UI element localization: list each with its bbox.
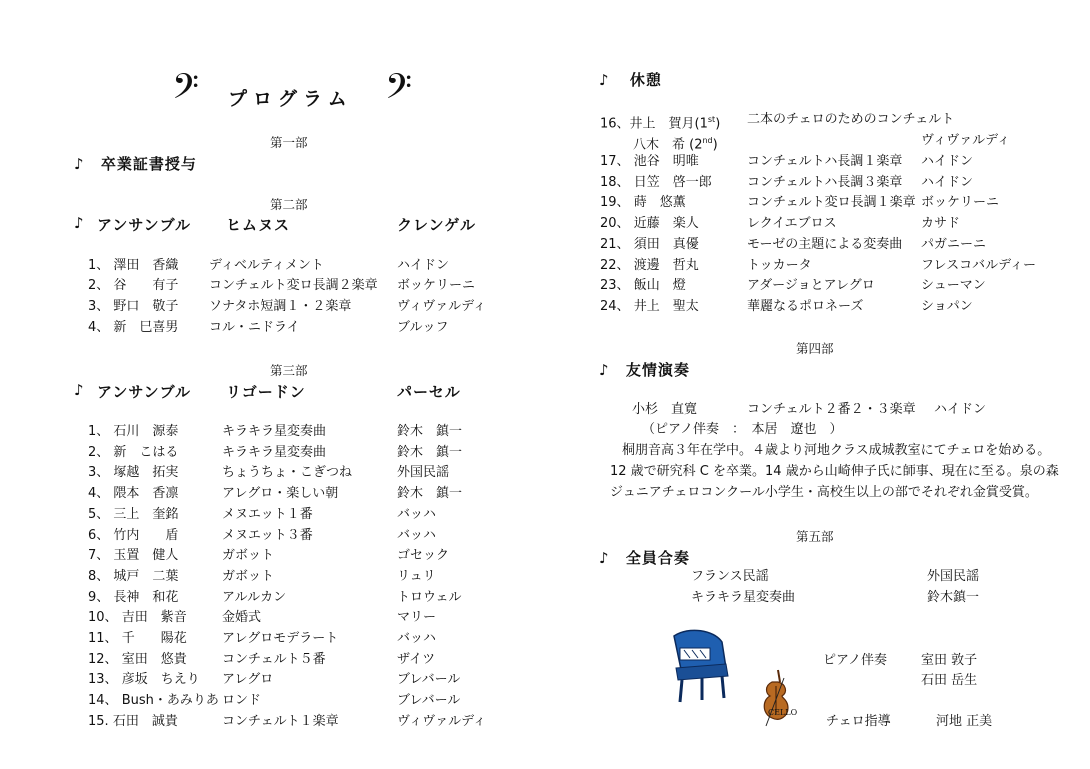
- credit-role-cello: チェロ指導: [826, 714, 891, 729]
- table-row-piece: ロンド: [222, 693, 262, 709]
- piano-illustration: [664, 628, 734, 708]
- music-note-icon: ♪: [74, 381, 85, 399]
- part3-header-ensemble: アンサンブル: [97, 383, 192, 401]
- table-row: 5、 三上 奎銘: [88, 506, 179, 522]
- table-row-composer: シューマン: [921, 278, 986, 294]
- part3-heading: [74, 381, 85, 399]
- tutti-piece-2: キラキラ星変奏曲: [691, 590, 796, 605]
- duet-composer: ヴィヴァルディ: [921, 133, 1011, 148]
- table-row-piece: ちょうちょ・こぎつね: [222, 465, 353, 481]
- table-row-piece: メヌエット１番: [222, 506, 313, 522]
- tutti-piece-1: フランス民謡: [691, 569, 769, 584]
- table-row: 10、 吉田 紫音: [88, 610, 187, 626]
- table-row-piece: キラキラ星変奏曲: [222, 444, 327, 460]
- bass-clef-icon: 𝄢: [385, 66, 413, 115]
- table-row-composer: 鈴木 鎮一: [397, 444, 463, 460]
- table-row: 13、 彦坂 ちえり: [88, 672, 200, 688]
- guest-performer: 小杉 直寛: [632, 402, 698, 417]
- table-row-piece: トッカータ: [747, 257, 812, 273]
- table-row-piece: アレグロ・楽しい朝: [222, 486, 339, 502]
- credit-name-cello: 河地 正美: [936, 714, 993, 729]
- table-row: 1、 澤田 香織: [88, 258, 179, 273]
- part1-label: 第一部: [270, 135, 308, 150]
- table-row-piece: ガボット: [222, 568, 275, 584]
- table-row-piece: レクイエブロス: [747, 216, 837, 232]
- table-row-piece: コンチェルトハ長調３楽章: [747, 174, 903, 190]
- part2-heading: [74, 214, 85, 232]
- cello-label: CELLO: [768, 708, 798, 717]
- table-row-piece: キラキラ星変奏曲: [222, 424, 327, 439]
- guest-composer: ハイドン: [934, 402, 987, 417]
- table-row: 18、 日笠 啓一郎: [600, 174, 712, 190]
- table-row-composer: ハイドン: [921, 174, 974, 190]
- table-row-composer: 外国民謡: [397, 465, 450, 481]
- table-row: 7、 玉置 健人: [88, 548, 179, 564]
- music-note-icon: ♪: [599, 549, 610, 567]
- table-row-composer: パガニーニ: [921, 236, 987, 252]
- table-row-piece: アレグロモデラート: [222, 631, 339, 646]
- tutti-composer-1: 外国民謡: [927, 569, 980, 584]
- table-row: 4、 隈本 香凛: [88, 486, 179, 502]
- credit-name-piano-2: 石田 岳生: [921, 673, 978, 688]
- cello-illustration: [752, 668, 800, 730]
- table-row: 3、 野口 敬子: [88, 299, 179, 314]
- music-note-icon: ♪: [599, 361, 610, 379]
- table-row: 17、 池谷 明唯: [600, 154, 699, 169]
- duet-row-2: 八木 希 (2nd): [633, 136, 718, 153]
- bass-clef-icon: 𝄢: [172, 66, 200, 115]
- music-note-icon: ♪: [74, 214, 85, 232]
- guest-accompanist: （ピアノ伴奏 ： 本居 遼也 ）: [642, 422, 843, 437]
- table-row: 11、 千 陽花: [88, 631, 187, 646]
- table-row-piece: ディベルティメント: [209, 258, 324, 273]
- table-row-composer: カサド: [921, 216, 961, 232]
- part5-heading: ♪ 全員合奏: [599, 549, 690, 567]
- table-row-piece: コンチェルトハ長調１楽章: [747, 154, 903, 169]
- table-row-composer: ブレバール: [397, 672, 461, 688]
- part4-heading: ♪ 友情演奏: [599, 361, 690, 379]
- table-row-piece: ソナタホ短調１・２楽章: [209, 299, 352, 314]
- table-row: 24、 井上 聖太: [600, 298, 699, 314]
- table-row: 19、 蒔 悠薫: [600, 195, 686, 211]
- table-row-composer: ハイドン: [397, 258, 450, 273]
- table-row: 21、 須田 真優: [600, 236, 699, 252]
- part2-header-piece: ヒムヌス: [226, 216, 291, 234]
- guest-bio-line-3: ジュニアチェロコンクール小学生・高校生以上の部でそれぞれ金賞受賞。: [610, 485, 1038, 500]
- table-row-piece: アダージョとアレグロ: [747, 278, 875, 294]
- table-row-piece: 金婚式: [222, 610, 262, 626]
- table-row: 2、 新 こはる: [88, 444, 179, 460]
- guest-bio-line-1: 桐朋音高３年在学中。４歳より河地クラス成城教室にてチェロを始める。: [622, 443, 1051, 458]
- table-row: 15. 石田 誠貴: [88, 713, 178, 729]
- table-row-composer: バッハ: [397, 527, 437, 543]
- table-row-composer: フレスコバルディー: [921, 257, 1037, 273]
- part2-header-ensemble: アンサンブル: [97, 216, 192, 234]
- part4-label: 第四部: [796, 341, 834, 356]
- table-row: 23、 飯山 燈: [600, 278, 686, 294]
- table-row-piece: メヌエット３番: [222, 527, 313, 543]
- part3-header-piece: リゴードン: [226, 383, 306, 401]
- table-row-composer: ボッケリーニ: [921, 195, 1000, 211]
- page-title: プログラム: [228, 88, 353, 110]
- part1-heading: ♪ 卒業証書授与: [74, 155, 197, 173]
- tutti-composer-2: 鈴木鎮一: [927, 590, 980, 605]
- part2-label: 第二部: [270, 197, 308, 212]
- table-row-piece: 華麗なるポロネーズ: [747, 298, 864, 314]
- table-row-composer: リュリ: [397, 568, 436, 584]
- part3-label: 第三部: [270, 363, 308, 378]
- table-row-composer: トロウェル: [397, 589, 462, 605]
- table-row-piece: アレグロ: [222, 672, 274, 688]
- table-row-composer: ヴィヴァルディ: [397, 299, 487, 314]
- guest-bio-line-2: 12 歳で研究科 C を卒業。14 歳から山崎伸子氏に師事、現在に至る。泉の森: [610, 464, 1059, 479]
- music-note-icon: ♪: [599, 71, 610, 89]
- table-row-composer: ブルッフ: [397, 320, 449, 335]
- guest-piece: コンチェルト２番２・３楽章: [747, 402, 916, 417]
- table-row: 22、 渡邊 哲丸: [600, 257, 699, 273]
- duet-piece: 二本のチェロのためのコンチェルト: [747, 112, 955, 127]
- table-row-composer: ハイドン: [921, 154, 974, 169]
- part3-header-composer: パーセル: [397, 383, 461, 401]
- table-row-composer: 鈴木 鎮一: [397, 424, 463, 439]
- table-row: 1、 石川 源泰: [88, 424, 179, 439]
- part5-label: 第五部: [796, 529, 834, 544]
- part2-header-composer: クレンゲル: [397, 216, 477, 234]
- duet-row: 16、井上 賀月(1st): [600, 115, 721, 132]
- table-row: 6、 竹内 盾: [88, 527, 179, 543]
- table-row-piece: コンチェルト５番: [222, 651, 326, 667]
- table-row: 14、 Bush・あみりあ: [88, 693, 219, 709]
- table-row-composer: ザイツ: [397, 651, 436, 667]
- music-note-icon: ♪: [74, 155, 85, 173]
- table-row: 4、 新 巳喜男: [88, 320, 179, 335]
- table-row-composer: ゴセック: [397, 548, 450, 564]
- table-row-piece: ガボット: [222, 548, 275, 564]
- table-row: 12、 室田 悠貴: [88, 651, 187, 667]
- credit-name-piano-1: 室田 敦子: [921, 653, 978, 668]
- table-row-composer: 鈴木 鎮一: [397, 486, 463, 502]
- table-row-composer: ブレバール: [397, 693, 461, 709]
- table-row-piece: コンチェルト１楽章: [222, 713, 339, 729]
- intermission-heading: ♪ 休憩: [599, 71, 662, 89]
- table-row-piece: アルルカン: [222, 589, 287, 605]
- credit-role-piano: ピアノ伴奏: [823, 653, 887, 668]
- table-row-piece: モーゼの主題による変奏曲: [747, 236, 903, 252]
- table-row: 9、 長神 和花: [88, 589, 179, 605]
- table-row-composer: ショパン: [921, 298, 973, 314]
- table-row-composer: マリー: [397, 610, 437, 626]
- table-row-piece: コル・ニドライ: [209, 320, 300, 335]
- table-row: 8、 城戸 二葉: [88, 568, 179, 584]
- table-row-composer: ボッケリーニ: [397, 278, 476, 293]
- table-row: 2、 谷 有子: [88, 278, 179, 293]
- table-row-composer: バッハ: [397, 631, 437, 646]
- table-row: 3、 塚越 拓実: [88, 465, 179, 481]
- table-row-piece: コンチェルト変ロ長調１楽章: [747, 195, 916, 211]
- table-row: 20、 近藤 楽人: [600, 216, 699, 232]
- table-row-piece: コンチェルト変ロ長調２楽章: [209, 278, 378, 293]
- table-row-composer: ヴィヴァルディ: [397, 713, 487, 729]
- table-row-composer: バッハ: [397, 506, 437, 522]
